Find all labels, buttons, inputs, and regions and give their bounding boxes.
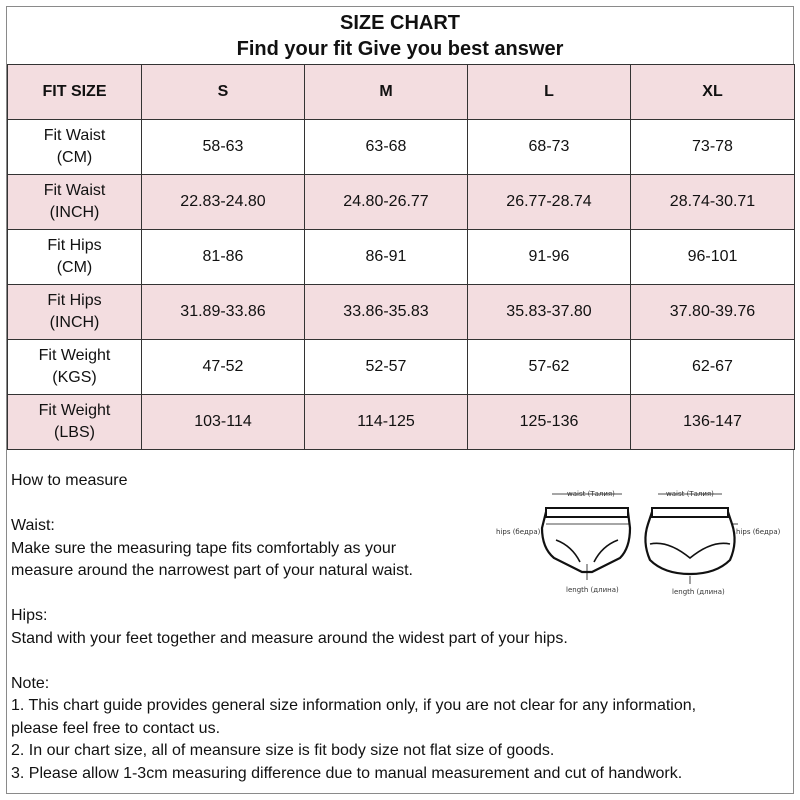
row-label-line-1: Fit Hips bbox=[47, 292, 102, 309]
row-label-line-2: (INCH) bbox=[49, 314, 100, 331]
row-label bbox=[8, 230, 142, 285]
front-length-label: length (длина) bbox=[566, 586, 619, 594]
table-cell: 35.83-37.80 bbox=[468, 285, 631, 340]
table-cell: 26.77-28.74 bbox=[468, 175, 631, 230]
table-cell: 37.80-39.76 bbox=[631, 285, 795, 340]
row-label bbox=[8, 340, 142, 395]
waist-text-1: Make sure the measuring tape fits comfortably as your bbox=[11, 539, 397, 557]
table-row bbox=[8, 340, 795, 395]
note-1a: 1. This chart guide provides general size information only, if you are not clear for any information, bbox=[11, 697, 697, 714]
table-header-row bbox=[8, 65, 795, 120]
waist-text-2: measure around the narrowest part of your natural waist. bbox=[11, 562, 413, 579]
table-cell: 73-78 bbox=[631, 120, 795, 175]
table-row bbox=[8, 120, 795, 175]
row-label-line-2: (INCH) bbox=[49, 204, 100, 221]
how-to-heading: How to measure bbox=[11, 472, 128, 489]
size-header-xl: XL bbox=[631, 65, 795, 120]
table-row bbox=[8, 175, 795, 230]
hips-heading: Hips: bbox=[11, 607, 48, 624]
table-cell: 86-91 bbox=[305, 230, 468, 285]
front-hips-label: hips (бедра) bbox=[496, 528, 541, 536]
table-cell: 47-52 bbox=[142, 340, 305, 395]
table-cell: 136-147 bbox=[631, 395, 795, 450]
size-header-l: L bbox=[468, 65, 631, 120]
table-cell: 96-101 bbox=[631, 230, 795, 285]
table-row bbox=[8, 395, 795, 450]
row-label-line-1: Fit Waist bbox=[43, 127, 106, 144]
row-label-line-2: (LBS) bbox=[54, 424, 95, 441]
row-label-line-1: Fit Weight bbox=[38, 347, 111, 364]
size-header-s: S bbox=[142, 65, 305, 120]
row-label-line-2: (CM) bbox=[56, 149, 93, 166]
table-cell: 114-125 bbox=[305, 395, 468, 450]
page-title: SIZE CHART bbox=[340, 12, 460, 34]
table-cell: 28.74-30.71 bbox=[631, 175, 795, 230]
briefs-illustration bbox=[492, 484, 792, 604]
table-cell: 33.86-35.83 bbox=[305, 285, 468, 340]
row-label-line-1: Fit Weight bbox=[38, 402, 111, 419]
table-row bbox=[8, 285, 795, 340]
chart-header bbox=[7, 7, 793, 65]
row-label-line-2: (KGS) bbox=[52, 369, 97, 386]
table-cell: 24.80-26.77 bbox=[305, 175, 468, 230]
note-2: 2. In our chart size, all of meansure size is fit body size not flat size of goods. bbox=[11, 742, 555, 759]
note-3: 3. Please allow 1-3cm measuring difference due to manual measurement and cut of handwork. bbox=[11, 764, 683, 782]
table-cell: 52-57 bbox=[305, 340, 468, 395]
row-label bbox=[8, 285, 142, 340]
hips-text: Stand with your feet together and measure around the widest part of your hips. bbox=[11, 629, 568, 647]
table-row bbox=[8, 230, 795, 285]
table-cell: 63-68 bbox=[305, 120, 468, 175]
corner-header: FIT SIZE bbox=[8, 65, 142, 120]
table-cell: 22.83-24.80 bbox=[142, 175, 305, 230]
page-subtitle: Find your fit Give you best answer bbox=[236, 38, 564, 60]
table-cell: 103-114 bbox=[142, 395, 305, 450]
row-label bbox=[8, 120, 142, 175]
back-briefs-icon bbox=[645, 494, 738, 584]
row-label-line-1: Fit Waist bbox=[43, 182, 106, 199]
table-cell: 31.89-33.86 bbox=[142, 285, 305, 340]
note-1b: please feel free to contact us. bbox=[11, 719, 221, 737]
table-cell: 62-67 bbox=[631, 340, 795, 395]
back-length-label: length (длина) bbox=[672, 588, 725, 596]
front-briefs-icon bbox=[542, 494, 630, 580]
table-cell: 58-63 bbox=[142, 120, 305, 175]
row-label-line-2: (CM) bbox=[56, 259, 93, 276]
size-header-m: M bbox=[305, 65, 468, 120]
table-cell: 125-136 bbox=[468, 395, 631, 450]
row-label bbox=[8, 395, 142, 450]
note-heading: Note: bbox=[11, 674, 50, 692]
size-table bbox=[7, 64, 795, 450]
table-cell: 91-96 bbox=[468, 230, 631, 285]
front-waist-label: waist (Талия) bbox=[567, 490, 615, 498]
waist-heading: Waist: bbox=[11, 517, 55, 534]
table-cell: 81-86 bbox=[142, 230, 305, 285]
table-cell: 68-73 bbox=[468, 120, 631, 175]
row-label bbox=[8, 175, 142, 230]
back-waist-label: waist (Талия) bbox=[666, 490, 714, 498]
back-hips-label: hips (бедра) bbox=[736, 528, 781, 536]
table-cell: 57-62 bbox=[468, 340, 631, 395]
measurement-diagram bbox=[492, 484, 792, 604]
row-label-line-1: Fit Hips bbox=[47, 237, 102, 254]
